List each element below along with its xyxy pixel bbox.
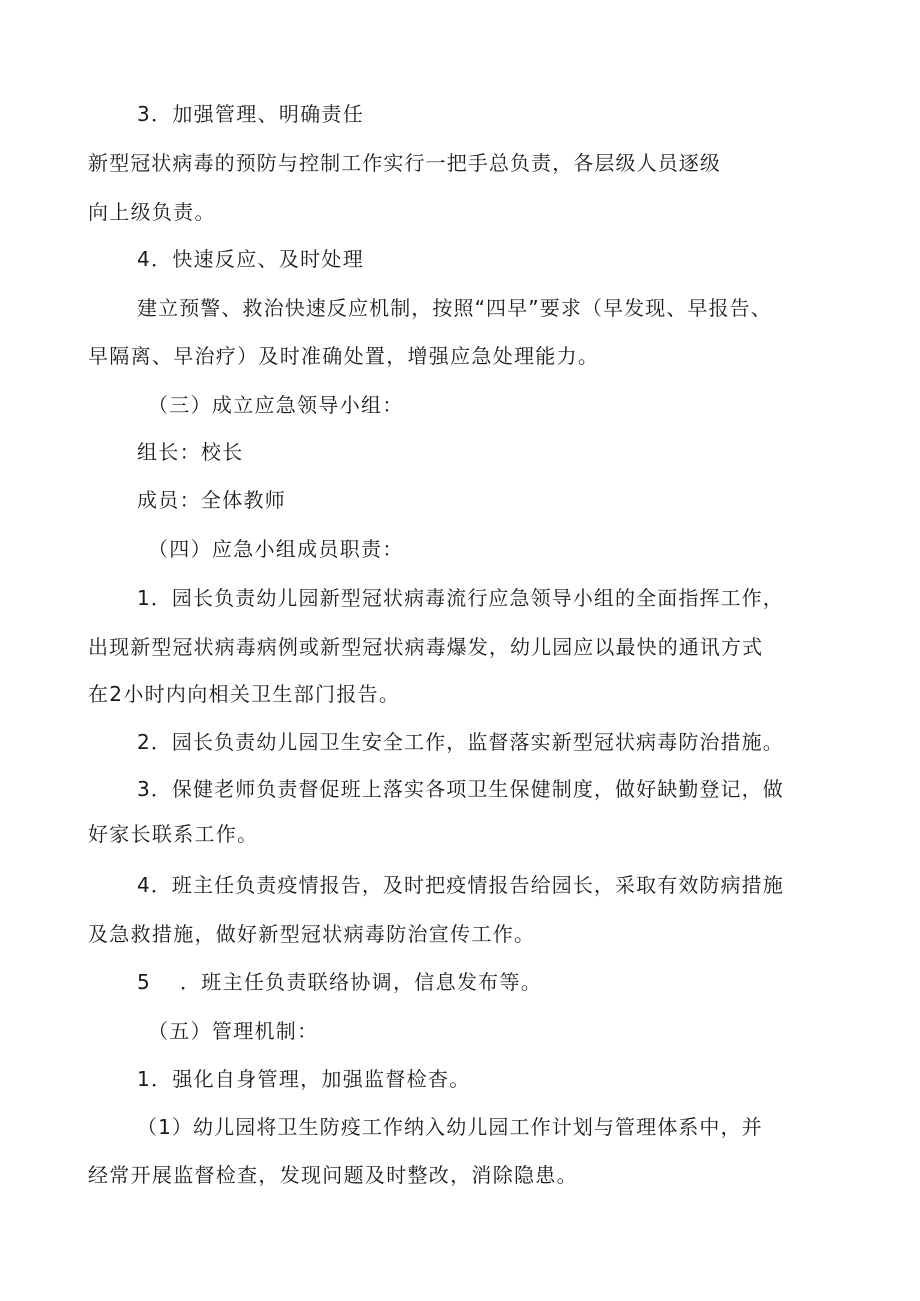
heading-rapid-response: 4．快速反应、及时处理 [137,247,365,271]
paragraph-line: 4．班主任负责疫情报告，及时把疫情报告给园长，采取有效防病措施 [137,873,784,897]
paragraph-line: 建立预警、救治快速反应机制，按照“四早”要求（早发现、早报告、 [137,296,772,320]
paragraph-line: 5 ．班主任负责联络协调，信息发布等。 [137,970,543,994]
section-heading-management-mechanism: （五）管理机制： [148,1019,319,1043]
paragraph-line: 在2小时内向相关卫生部门报告。 [88,682,401,706]
paragraph-line: （1）幼儿园将卫生防疫工作纳入幼儿园工作计划与管理体系中，并 [137,1115,763,1139]
section-heading-member-duties: （四）应急小组成员职责： [148,537,404,561]
group-members-line: 成员：全体教师 [137,488,287,512]
paragraph-line: 经常开展监督检查，发现问题及时整改，消除隐患。 [88,1163,578,1187]
heading-strengthen-management: 3．加强管理、明确责任 [137,102,365,126]
paragraph-line: 出现新型冠状病毒病例或新型冠状病毒爆发，幼儿园应以最快的通讯方式 [88,635,764,659]
paragraph-line: 1．园长负责幼儿园新型冠状病毒流行应急领导小组的全面指挥工作， [137,586,784,610]
paragraph-line: 1．强化自身管理，加强监督检杳。 [137,1067,471,1091]
group-leader-line: 组长：校长 [137,440,244,464]
paragraph-line: 早隔离、早治疗）及时准确处置，增强应急处理能力。 [88,344,600,368]
paragraph-line: 好家长联系工作。 [88,822,259,846]
paragraph-line: 新型冠状病毒的预防与控制工作实行一把手总负责，各层级人员逐级 [88,151,721,175]
paragraph-line: 3．保健老师负责督促班上落实各项卫生保健制度，做好缺勤登记，做 [137,777,784,801]
paragraph-line: 向上级负责。 [88,200,216,224]
paragraph-line: 及急救措施，做好新型冠状病毒防治宣传工作。 [88,922,536,946]
section-heading-leadership-group: （三）成立应急领导小组： [148,393,404,417]
paragraph-line: 2．园长负责幼儿园卫生安全工作，监督落实新型冠状病毒防治措施。 [137,730,784,754]
